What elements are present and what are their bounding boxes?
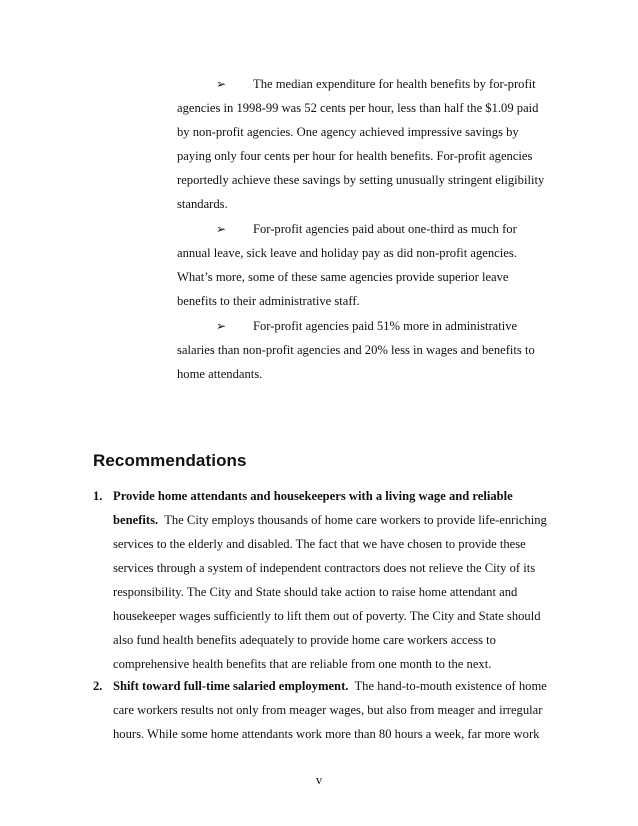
bullet-item — [177, 314, 549, 386]
bullet-line: What’s more, some of these same agencies provide superior leave — [177, 270, 509, 284]
recommendation-line: responsibility. The City and State should take action to raise home attendant and — [113, 585, 518, 599]
bullet-line: paying only four cents per hour for health benefits. For-profit agencies — [177, 149, 533, 163]
recommendation-text: The hand-to-mouth existence of home — [348, 679, 547, 693]
bullet-line: benefits to their administrative staff. — [177, 294, 360, 308]
bullet-item — [177, 72, 549, 216]
bullet-line: annual leave, sick leave and holiday pay as did non-profit agencies. — [177, 246, 517, 260]
bullet-line: by non-profit agencies. One agency achieved impressive savings by — [177, 125, 519, 139]
bullet-line: home attendants. — [177, 367, 263, 381]
bullet-text: The median expenditure for health benefits by for-profit — [253, 77, 536, 91]
recommendation-line: services to the elderly and disabled. The fact that we have chosen to provide these — [113, 537, 526, 551]
bullet-item — [177, 217, 549, 313]
recommendation-number: 1. — [93, 489, 103, 503]
bullet-first-line — [177, 72, 549, 96]
recommendation-line: also fund health benefits adequately to provide home care workers access to — [113, 633, 496, 647]
bullet-line: reportedly achieve these savings by setting unusually stringent eligibility — [177, 173, 545, 187]
recommendation-line — [93, 508, 553, 532]
bullet-line: standards. — [177, 197, 228, 211]
page-number: v — [315, 773, 323, 787]
recommendation-first-line — [93, 484, 553, 508]
recommendation-title: Provide home attendants and housekeepers with a living wage and reliable — [113, 489, 513, 503]
recommendation-text: The City employs thousands of home care workers to provide life-enriching — [158, 513, 547, 527]
recommendation-line: housekeeper wages sufficiently to lift them out of poverty. The City and State should — [113, 609, 541, 623]
arrow-bullet-icon: ➢ — [216, 77, 227, 91]
recommendation-line: care workers results not only from meager wages, but also from meager and irregular — [113, 703, 543, 717]
bullet-text: For-profit agencies paid about one-third as much for — [253, 222, 517, 236]
recommendation-item — [93, 674, 553, 746]
bullet-line: salaries than non-profit agencies and 20% less in wages and benefits to — [177, 343, 535, 357]
recommendation-title-end: benefits. — [113, 513, 159, 527]
recommendation-title: Shift toward full-time salaried employment. — [113, 679, 349, 693]
arrow-bullet-icon: ➢ — [216, 222, 227, 236]
recommendation-line: comprehensive health benefits that are reliable from one month to the next. — [113, 657, 492, 671]
recommendation-number: 2. — [93, 679, 103, 693]
recommendation-line: services through a system of independent contractors does not relieve the City of its — [113, 561, 536, 575]
bullet-text: For-profit agencies paid 51% more in administrative — [253, 319, 518, 333]
recommendation-item — [93, 484, 553, 676]
recommendation-line: hours. While some home attendants work more than 80 hours a week, far more work — [113, 727, 540, 741]
bullet-line: agencies in 1998-99 was 52 cents per hour, less than half the $1.09 paid — [177, 101, 539, 115]
bullet-first-line — [177, 314, 549, 338]
bullet-first-line — [177, 217, 549, 241]
section-heading: Recommendations — [93, 451, 247, 470]
arrow-bullet-icon: ➢ — [216, 319, 227, 333]
recommendation-first-line — [93, 674, 553, 698]
